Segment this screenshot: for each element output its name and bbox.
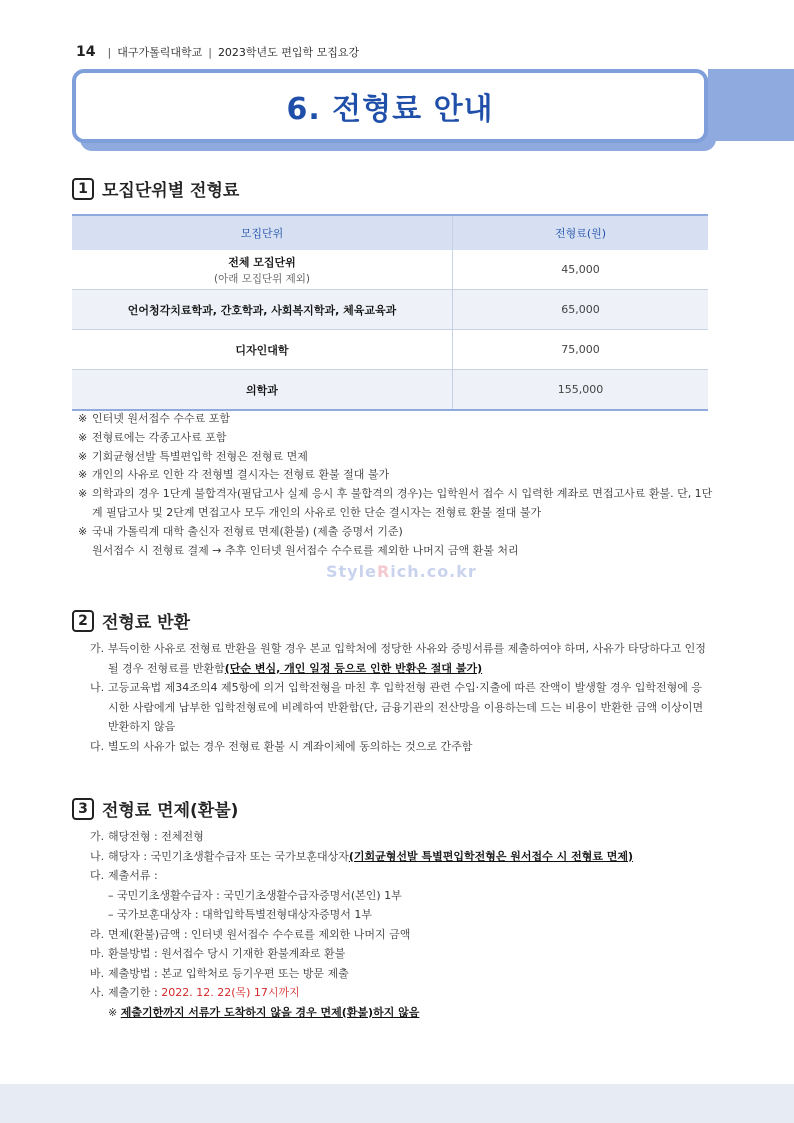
unit-name: 의학과 (72, 370, 453, 411)
title-side-tab (708, 69, 794, 141)
doc-item: – 국가보훈대상자 : 대학입학특별전형대상자증명서 1부 (108, 908, 372, 921)
section-2-heading (72, 608, 190, 633)
refund-list (90, 639, 710, 756)
unit-name: 언어청각치료학과, 간호학과, 사회복지학과, 체육교육과 (72, 290, 453, 330)
emphasis-text: (기회균형선발 특별편입학전형은 원서접수 시 전형료 면제) (348, 849, 634, 863)
section-title: 모집단위별 전형료 (102, 181, 240, 201)
table-header-row (72, 215, 708, 250)
list-item: 다. 제출서류 : (90, 869, 158, 882)
doc-item: – 국민기초생활수급자 : 국민기초생활수급자증명서(본인) 1부 (108, 888, 402, 902)
fee-notes (78, 410, 714, 560)
fee-value: 45,000 (453, 250, 709, 290)
list-item: 마. 환불방법 : 원서접수 당시 기재한 환불계좌로 환불 (90, 947, 346, 960)
table-row (72, 330, 708, 370)
section-3-heading (72, 796, 238, 821)
school-name: 대구가톨릭대학교 (117, 46, 203, 59)
note-item: ※ 전형료에는 각종고사료 포함 (78, 430, 227, 444)
note-item: ※ 인터넷 원서접수 수수료 포함 (78, 412, 231, 425)
unit-name: 전체 모집단위 (228, 255, 296, 269)
list-item: 라. 면제(환불)금액 : 인터넷 원서접수 수수료를 제외한 나머지 금액 (90, 927, 411, 941)
section-number: 3 (72, 798, 94, 820)
table-row (72, 250, 708, 290)
page-title: 6. 전형료 안내 (286, 92, 494, 127)
section-number: 2 (72, 610, 94, 632)
column-header: 모집단위 (72, 215, 453, 250)
fee-value: 155,000 (453, 370, 709, 411)
list-item: 사. 제출기한 : 2022. 12. 22(목) 17시까지 (90, 986, 300, 999)
section-number: 1 (72, 178, 94, 200)
section-title: 전형료 반환 (102, 613, 191, 633)
running-header: 14 | 대구가톨릭대학교 | 2023학년도 편입학 모집요강 (76, 44, 360, 60)
note-item: ※ 국내 가톨릭계 대학 출신자 전형료 면제(환불) (제출 증명서 기준) (78, 524, 403, 538)
list-item: 다. 별도의 사유가 없는 경우 전형료 환불 시 계좌이체에 동의하는 것으로 간주함 (90, 739, 473, 753)
final-note: ※ 제출기한까지 서류가 도착하지 않을 경우 면제(환불)하지 않음 (108, 1005, 420, 1019)
title-banner (72, 69, 708, 143)
fee-value: 65,000 (453, 290, 709, 330)
emphasis-text: (단순 변심, 개인 일정 등으로 인한 반환은 절대 불가) (224, 661, 483, 675)
column-header: 전형료(원) (453, 215, 709, 250)
exemption-list (90, 827, 710, 1022)
page-number: 14 (76, 44, 96, 60)
watermark: StyleRich.co.kr (326, 562, 477, 581)
unit-note: (아래 모집단위 제외) (213, 272, 310, 285)
list-item: 나. 고등교육법 제34조의4 제5항에 의거 입학전형을 마친 후 입학전형 관련 수입·지출에 따른 잔액이 발생할 경우 입학전형에 응시한 사람에게 납부한 입학전형료에 비례하여 반환함(단, 금융기관의 전산망을 이용하는데 드는 비용이 반환한 금액 이상이면 반환하지 않음 (90, 681, 704, 733)
note-continuation: 원서접수 시 전형료 결제 → 추후 인터넷 원서접수 수수료를 제외한 나머지 금액 환불 처리 (92, 543, 519, 557)
list-item: 나. 해당자 : 국민기초생활수급자 또는 국가보훈대상자(기회균형선발 특별편입학전형은 원서접수 시 전형료 면제) (90, 849, 634, 863)
table-row (72, 370, 708, 411)
footer-band (0, 1084, 794, 1123)
note-item: ※ 기회균형선발 특별편입학 전형은 전형료 면제 (78, 449, 308, 463)
table-row (72, 290, 708, 330)
doc-title: 2023학년도 편입학 모집요강 (217, 46, 360, 59)
section-1-heading (72, 176, 239, 201)
fee-value: 75,000 (453, 330, 709, 370)
deadline-date: 2022. 12. 22(목) 17시까지 (161, 986, 300, 999)
list-item: 가. 부득이한 사유로 전형료 반환을 원할 경우 본교 입학처에 정당한 사유와 증빙서류를 제출하여야 하며, 사유가 타당하다고 인정될 경우 전형료를 반환함(단순 변심, 개인 일정 등으로 인한 반환은 절대 불가) (90, 642, 706, 675)
list-item: 바. 제출방법 : 본교 입학처로 등기우편 또는 방문 제출 (90, 966, 349, 980)
fee-table (72, 214, 708, 411)
unit-name: 디자인대학 (72, 330, 453, 370)
note-item: ※ 의학과의 경우 1단계 불합격자(필답고사 실제 응시 후 불합격의 경우)는 입학원서 접수 시 입력한 계좌로 면접고사료 환불. 단, 1단계 필답고사 및 2단계 면접고사 모두 개인의 사유로 인한 단순 결시자는 전형료 환불 절대 불가 (78, 487, 713, 519)
list-item: 가. 해당전형 : 전체전형 (90, 830, 204, 843)
section-title: 전형료 면제(환불) (102, 801, 239, 821)
note-item: ※ 개인의 사유로 인한 각 전형별 결시자는 전형료 환불 절대 불가 (78, 468, 390, 482)
